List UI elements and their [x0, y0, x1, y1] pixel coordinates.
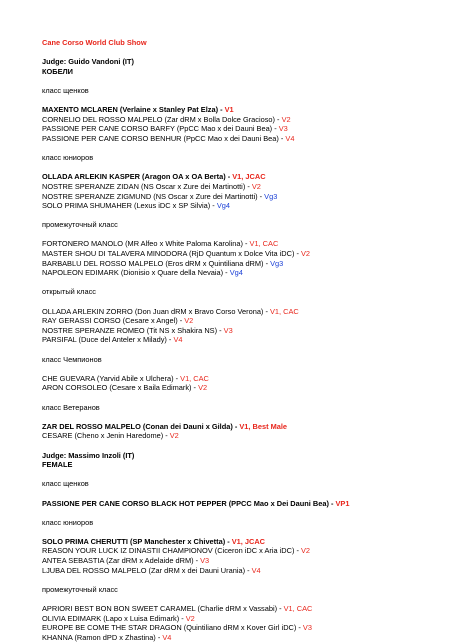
- grade-label: V1, JCAC: [230, 172, 266, 182]
- class-heading: класс щенков: [42, 85, 89, 95]
- dog-name: MASTER SHOU DI TALAVERA MINODORA (RjD Quantum x Dolce Vita iDC) -: [42, 249, 299, 259]
- dog-entry: [42, 192, 433, 202]
- dog-name: OLLADA ARLEKIN KASPER (Aragon OA x OA Berta) -: [42, 172, 231, 182]
- class-heading: класс Чемпионов: [42, 354, 102, 364]
- dog-name: OLIVIA EDIMARK (Lapo x Luisa Edimark) -: [42, 613, 184, 623]
- dog-name: CHE GUEVARA (Yarvid Abile x Ulchera) -: [42, 373, 179, 383]
- males-heading: КОБЕЛИ: [42, 66, 73, 76]
- grade-label: V3: [300, 623, 312, 633]
- dog-entry: [42, 614, 433, 624]
- dog-entry: [42, 499, 433, 509]
- dog-name: PASSIONE PER CANE CORSO BENHUR (PpCC Mao x dei Dauni Bea) -: [42, 133, 284, 143]
- grade-label: V2: [279, 114, 291, 124]
- grade-label: Vg4: [227, 268, 243, 278]
- entry-list: [42, 499, 433, 509]
- grade-label: V4: [249, 565, 261, 575]
- grade-label: V3: [198, 556, 210, 566]
- dog-name: NOSTRE SPERANZE ZIGMUND (NS Oscar x Zure dei Martinotti) -: [42, 191, 263, 201]
- grade-label: V4: [283, 133, 295, 143]
- dog-name: NOSTRE SPERANZE ZIDAN (NS Oscar x Zure dei Martinotti) -: [42, 181, 250, 191]
- class-heading: класс Ветеранов: [42, 402, 100, 412]
- dog-name: EUROPE BE COME THE STAR DRAGON (Quintiliano dRM x Kover Girl iDC) -: [42, 623, 301, 633]
- class-heading: промежуточный класс: [42, 584, 118, 594]
- dog-entry: [42, 422, 433, 432]
- dog-name: FORTONERO MANOLO (MR Alfeo x White Paloma Karolina) -: [42, 239, 248, 249]
- dog-name: KHANNA (Ramon dPD x Zhastina) -: [42, 632, 161, 642]
- judge-heading-2: Judge: Massimo Inzoli (IT): [42, 450, 135, 460]
- dog-entry: [42, 201, 433, 211]
- dog-name: OLLADA ARLEKIN ZORRO (Don Juan dRM x Bravo Corso Verona) -: [42, 306, 268, 316]
- class-heading: класс юниоров: [42, 153, 94, 163]
- grade-label: V1: [222, 105, 234, 115]
- grade-label: V1, CAC: [178, 373, 209, 383]
- entry-list: [42, 105, 433, 143]
- class-heading: открытый класс: [42, 287, 96, 297]
- grade-label: VP1: [333, 498, 350, 508]
- entry-list: [42, 307, 433, 345]
- dog-name: NAPOLEON EDIMARK (Dionisio x Quare della Nevaia) -: [42, 268, 228, 278]
- grade-label: V3: [276, 124, 288, 134]
- grade-label: V1, JCAC: [229, 536, 265, 546]
- dog-entry: [42, 431, 433, 441]
- dog-entry: [42, 268, 433, 278]
- dog-entry: [42, 546, 433, 556]
- dog-entry: [42, 115, 433, 125]
- dog-name: MAXENTO MCLAREN (Verlaine x Stanley Pat Elza) -: [42, 105, 223, 115]
- dog-name: CESARE (Cheno x Jenin Haredome) -: [42, 431, 168, 441]
- dog-entry: [42, 134, 433, 144]
- dog-name: ZAR DEL ROSSO MALPELO (Conan dei Dauni x Gilda) -: [42, 421, 238, 431]
- document-title: Cane Corso World Club Show: [42, 38, 147, 47]
- dog-name: CORNELIO DEL ROSSO MALPELO (Zar dRM x Bolla Dolce Gracioso) -: [42, 114, 280, 124]
- grade-label: V3: [221, 325, 233, 335]
- dog-entry: [42, 623, 433, 633]
- entry-list: [42, 172, 433, 210]
- entry-list: [42, 374, 433, 393]
- dog-name: SOLO PRIMA CHERUTTI (SP Manchester x Chivetta) -: [42, 536, 230, 546]
- grade-label: Vg4: [214, 201, 230, 211]
- grade-label: V2: [298, 546, 311, 556]
- dog-entry: [42, 633, 433, 642]
- grade-label: V2: [249, 181, 261, 191]
- grade-label: V4: [171, 335, 183, 345]
- dog-entry: [42, 537, 433, 547]
- entry-list: [42, 422, 433, 441]
- dog-name: ARON CORSOLEO (Cesare x Baila Edimark) -: [42, 383, 197, 393]
- judge-heading-1: Judge: Guido Vandoni (IT): [42, 57, 134, 67]
- dog-entry: [42, 124, 433, 134]
- dog-entry: [42, 335, 433, 345]
- dog-name: NOSTRE SPERANZE ROMEO (Tit NS x Shakira NS) -: [42, 325, 222, 335]
- grade-label: V1, CAC: [281, 604, 313, 614]
- dog-name: RAY GERASSI CORSO (Cesare x Angel) -: [42, 316, 183, 326]
- grade-label: V1, CAC: [267, 306, 299, 316]
- grade-label: V2: [183, 613, 195, 623]
- dog-entry: [42, 182, 433, 192]
- dog-name: PARSIFAL (Duce del Anteler x Milady) -: [42, 335, 172, 345]
- dog-entry: [42, 566, 433, 576]
- dog-name: LJUBA DEL ROSSO MALPELO (Zar dRM x dei Dauni Urania) -: [42, 565, 250, 575]
- dog-entry: [42, 239, 433, 249]
- class-heading: класс щенков: [42, 479, 89, 489]
- dog-entry: [42, 172, 433, 182]
- dog-entry: [42, 249, 433, 259]
- dog-entry: [42, 307, 433, 317]
- entry-list: [42, 537, 433, 575]
- grade-label: V2: [298, 249, 311, 259]
- dog-name: ANTEA SEBASTIA (Zar dRM x Adelaide dRM) -: [42, 556, 199, 566]
- entry-list: [42, 604, 433, 642]
- grade-label: V1, Best Male: [237, 421, 288, 431]
- dog-name: BARBABLU DEL ROSSO MALPELO (Eros dRM x Quintiliana dRM) -: [42, 258, 269, 268]
- class-heading: класс юниоров: [42, 517, 94, 527]
- dog-name: APRIORI BEST BON BON SWEET CARAMEL (Charlie dRM x Vassabi) -: [42, 604, 282, 614]
- grade-label: V4: [160, 632, 172, 642]
- grade-label: V1, CAC: [247, 239, 279, 249]
- class-heading: промежуточный класс: [42, 220, 118, 230]
- dog-name: REASON YOUR LUCK IZ DINASTII CHAMPIONOV (Ciceron iDC x Aria iDC) -: [42, 546, 299, 556]
- dog-entry: [42, 316, 433, 326]
- grade-label: Vg3: [268, 258, 284, 268]
- dog-entry: [42, 105, 433, 115]
- dog-entry: [42, 259, 433, 269]
- dog-entry: [42, 604, 433, 614]
- grade-label: V2: [182, 316, 194, 326]
- dog-entry: [42, 374, 433, 384]
- females-heading: FEMALE: [42, 460, 73, 470]
- dog-entry: [42, 326, 433, 336]
- dog-name: SOLO PRIMA SHUMAHER (Lexus iDC x SP Silvia) -: [42, 201, 215, 211]
- dog-name: PASSIONE PER CANE CORSO BARFY (PpCC Mao x dei Dauni Bea) -: [42, 124, 277, 134]
- grade-label: V2: [167, 431, 179, 441]
- dog-name: PASSIONE PER CANE CORSO BLACK HOT PEPPER (PPCC Mao x Dei Dauni Bea) -: [42, 498, 334, 508]
- dog-entry: [42, 383, 433, 393]
- grade-label: V2: [196, 383, 208, 393]
- entry-list: [42, 239, 433, 277]
- grade-label: Vg3: [262, 191, 278, 201]
- dog-entry: [42, 556, 433, 566]
